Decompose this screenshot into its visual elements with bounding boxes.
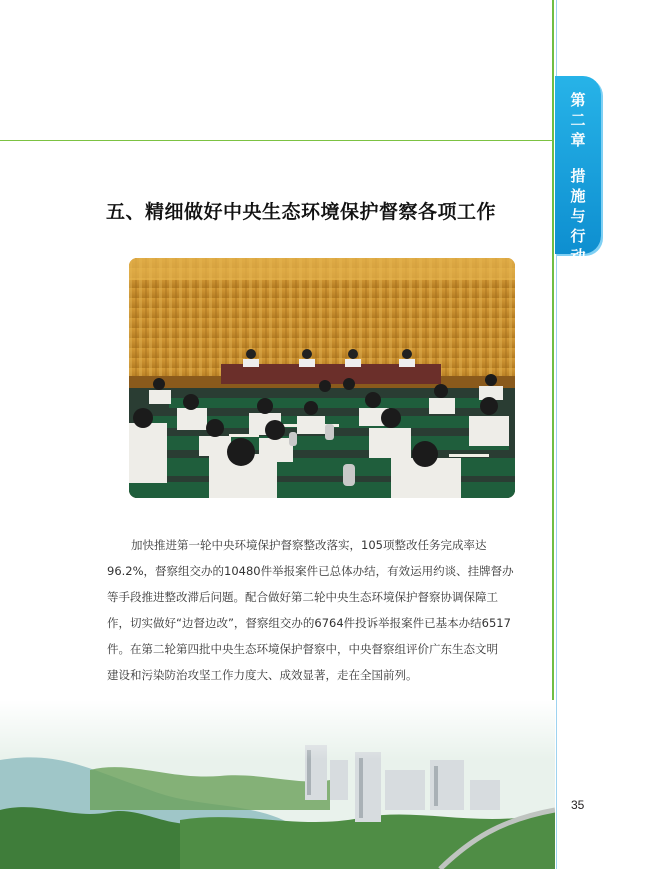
body-line: 建设和污染防治攻坚工作力度大、成效显著，走在全国前列。: [107, 668, 418, 682]
chapter-char: 第: [570, 91, 586, 109]
chapter-tab-text: [555, 90, 601, 266]
city-scenery-illustration: [0, 700, 555, 869]
body-line: 作，切实做好“边督边改”，督察组交办的6764件投诉举报案件已基本办结6517: [107, 616, 511, 630]
body-line: 等手段推进整改滞后问题。配合做好第二轮中央生态环境保护督察协调保障工: [107, 590, 498, 604]
body-line: 96.2%，督察组交办的10480件举报案件已总体办结，有效运用约谈、挂牌督办: [107, 564, 514, 578]
section-title: 五、精细做好中央生态环境保护督察各项工作: [106, 201, 497, 223]
page-number: 35: [571, 798, 585, 812]
chapter-char: 二: [570, 111, 586, 129]
header-divider: [0, 140, 552, 141]
meeting-photo-illustration: [129, 258, 515, 498]
chapter-title-char: 施: [570, 187, 586, 205]
chapter-title-char: 动: [570, 247, 586, 265]
chapter-char: 章: [570, 131, 586, 149]
chapter-title-char: 措: [570, 167, 586, 185]
chapter-title-char: 行: [570, 227, 586, 245]
meeting-photo: [129, 258, 515, 498]
body-line: 加快推进第一轮中央环境保护督察整改落实，105项整改任务完成率达: [131, 538, 487, 552]
body-line: 件。在第二轮第四批中央生态环境保护督察中，中央督察组评价广东生态文明: [107, 642, 498, 656]
body-paragraph: [107, 532, 539, 688]
footer-city-scenery: [0, 700, 555, 869]
chapter-tab: [555, 76, 601, 265]
chapter-title-char: 与: [570, 207, 586, 225]
